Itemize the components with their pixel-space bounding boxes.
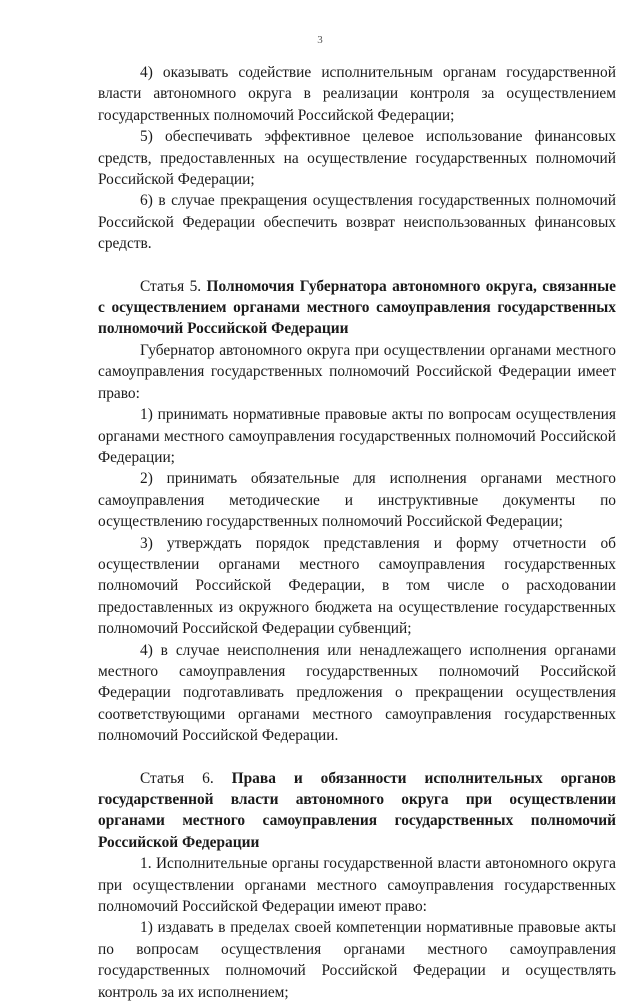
list-item: 2) принимать обязательные для исполнения органами местного самоуправления методические и инструктивные документы по осуществлению государственных полномочий Российской Федерации;	[98, 470, 616, 531]
article-6-title: Права и обязанности исполнительных органов государственной власти автономного округа при осуществлении органами местного самоуправления государственных полномочий Российской Федерации	[98, 769, 616, 851]
article-5-prefix: Статья 5.	[140, 277, 202, 295]
article-5-title: Полномочия Губернатора автономного округа, связанные с осуществлением органами местного самоуправления государственных полномочий Российской Федерации	[98, 277, 616, 338]
spacer	[98, 747, 616, 768]
document-body	[98, 62, 616, 1003]
article-6-intro: 1. Исполнительные органы государственной власти автономного округа при осуществлении органами местного самоуправления государственных полномочий Российской Федерации имеют право:	[98, 855, 616, 916]
article-6-prefix: Статья 6.	[140, 769, 214, 787]
article-5-heading	[98, 276, 616, 340]
list-item: 4) оказывать содействие исполнительным органам государственной власти автономного округа в реализации контроля за осуществлением государственных полномочий Российской Федерации;	[98, 64, 616, 124]
list-item: 6) в случае прекращения осуществления государственных полномочий Российской Федерации обеспечить возврат неиспользованных финансовых средств.	[98, 192, 616, 253]
list-item: 3) утверждать порядок представления и форму отчетности об осуществлении органами местного самоуправления государственных полномочий Российской Федерации, в том числе о расходовании предоставленных из окружного бюджета на осуществление государственных полномочий Российской Федерации субвенций;	[98, 534, 616, 638]
spacer	[98, 255, 616, 276]
list-item: 1) издавать в пределах своей компетенции нормативные правовые акты по вопросам осуществления органами местного самоуправления государственных полномочий Российской Федерации и осуществлять контроль за их исполнением;	[98, 919, 616, 1001]
article-5-intro: Губернатор автономного округа при осуществлении органами местного самоуправления государственных полномочий Российской Федерации имеет право:	[98, 341, 616, 402]
list-item: 4) в случае неисполнения или ненадлежащего исполнения органами местного самоуправления государственных полномочий Российской Федерации подготавливать предложения о прекращении осуществления соответствующими органами местного самоуправления государственных полномочий Российской Федерации.	[98, 641, 616, 745]
list-item: 1) принимать нормативные правовые акты по вопросам осуществления органами местного самоуправления государственных полномочий Российской Федерации;	[98, 406, 616, 466]
page-number: 3	[317, 34, 323, 46]
article-6-heading	[98, 768, 616, 854]
list-item: 5) обеспечивать эффективное целевое использование финансовых средств, предоставленных на осуществление государственных полномочий Российской Федерации;	[98, 128, 616, 189]
